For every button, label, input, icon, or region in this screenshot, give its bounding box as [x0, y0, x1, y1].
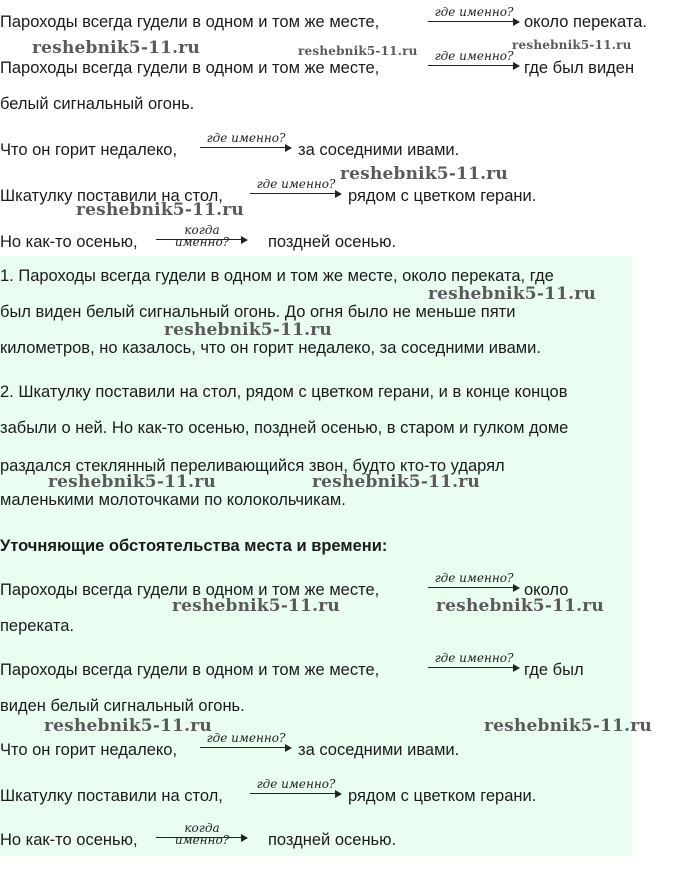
sentence-2-end: где был виден — [524, 59, 635, 77]
paragraph-2-line: раздался стеклянный переливающийся звон, будто кто-то ударял — [0, 457, 505, 475]
sentence-5-end: поздней осенью. — [268, 233, 397, 251]
example-1-continuation: переката. — [0, 617, 74, 635]
watermark: reshebnik5-11.ru — [172, 596, 340, 616]
example-1-start: Пароходы всегда гудели в одном и том же месте, — [0, 581, 380, 599]
question-arrow: где именно? — [428, 52, 520, 72]
watermark: reshebnik5-11.ru — [436, 596, 604, 616]
watermark: reshebnik5-11.ru — [312, 472, 480, 492]
arrow-head-icon — [285, 144, 292, 152]
example-2-end: где был — [524, 661, 584, 679]
watermark: reshebnik5-11.ru — [428, 284, 596, 304]
paragraph-2-line: 2. Шкатулку поставили на стол, рядом с цветком герани, и в конце концов — [0, 383, 568, 401]
sentence-3-start: Что он горит недалеко, — [0, 141, 178, 159]
arrow-head-icon — [513, 18, 520, 26]
example-2-start: Пароходы всегда гудели в одном и том же месте, — [0, 661, 380, 679]
question-arrow: где именно? — [200, 134, 292, 154]
arrow-head-icon — [513, 584, 520, 592]
paragraph-2-line: маленькими молоточками по колокольчикам. — [0, 491, 346, 509]
example-2-continuation: виден белый сигнальный огонь. — [0, 697, 245, 715]
question-arrow: где именно? — [200, 734, 292, 754]
paragraph-1-line: километров, но казалось, что он горит недалеко, за соседними ивами. — [0, 339, 541, 357]
paragraph-2-line: забыли о ней. Но как-то осенью, поздней осенью, в старом и гулком доме — [0, 419, 569, 437]
example-4-start: Шкатулку поставили на стол, — [0, 787, 223, 805]
question-arrow: где именно? — [250, 780, 342, 800]
watermark: reshebnik5-11.ru — [48, 472, 216, 492]
section-heading: Уточняющие обстоятельства места и времени: — [0, 537, 388, 555]
question-arrow: где именно? — [250, 180, 342, 200]
watermark: reshebnik5-11.ru — [32, 38, 200, 58]
paragraph-1-line: был виден белый сигнальный огонь. До огня было не меньше пяти — [0, 303, 516, 321]
example-4-end: рядом с цветком герани. — [348, 787, 537, 805]
example-5-start: Но как-то осенью, — [0, 831, 138, 849]
watermark: reshebnik5-11.ru — [164, 320, 332, 340]
question-arrow: где именно? — [428, 654, 520, 674]
watermark: reshebnik5-11.ru — [76, 200, 244, 220]
question-arrow: когда именно? — [156, 226, 248, 246]
watermark: reshebnik5-11.ru — [484, 716, 652, 736]
arrow-head-icon — [513, 664, 520, 672]
arrow-head-icon — [335, 790, 342, 798]
question-arrow: где именно? — [428, 574, 520, 594]
arrow-head-icon — [285, 744, 292, 752]
watermark: reshebnik5-11.ru — [340, 164, 508, 184]
sentence-4-start: Шкатулку поставили на стол, — [0, 187, 223, 205]
sentence-4-end: рядом с цветком герани. — [348, 187, 537, 205]
example-3-end: за соседними ивами. — [298, 741, 460, 759]
example-3-start: Что он горит недалеко, — [0, 741, 178, 759]
sentence-5-start: Но как-то осенью, — [0, 233, 138, 251]
paragraph-1-line: 1. Пароходы всегда гудели в одном и том же месте, около переката, где — [0, 267, 554, 285]
example-1-end: около — [524, 581, 569, 599]
question-arrow: где именно? — [428, 8, 520, 28]
sentence-2-continuation: белый сигнальный огонь. — [0, 95, 195, 113]
sentence-1-end: около переката. — [524, 13, 647, 31]
watermark: reshebnik5-11.ru — [44, 716, 212, 736]
question-arrow: когда именно? — [156, 824, 248, 844]
example-5-end: поздней осенью. — [268, 831, 397, 849]
sentence-2-start: Пароходы всегда гудели в одном и том же месте, — [0, 59, 380, 77]
sentence-1-start: Пароходы всегда гудели в одном и том же месте, — [0, 13, 380, 31]
sentence-3-end: за соседними ивами. — [298, 141, 460, 159]
arrow-head-icon — [335, 190, 342, 198]
arrow-head-icon — [513, 62, 520, 70]
arrow-head-icon — [241, 236, 248, 244]
watermark: reshebnik5-11.ru — [298, 44, 418, 58]
watermark: reshebnik5-11.ru — [512, 38, 632, 52]
arrow-head-icon — [241, 834, 248, 842]
